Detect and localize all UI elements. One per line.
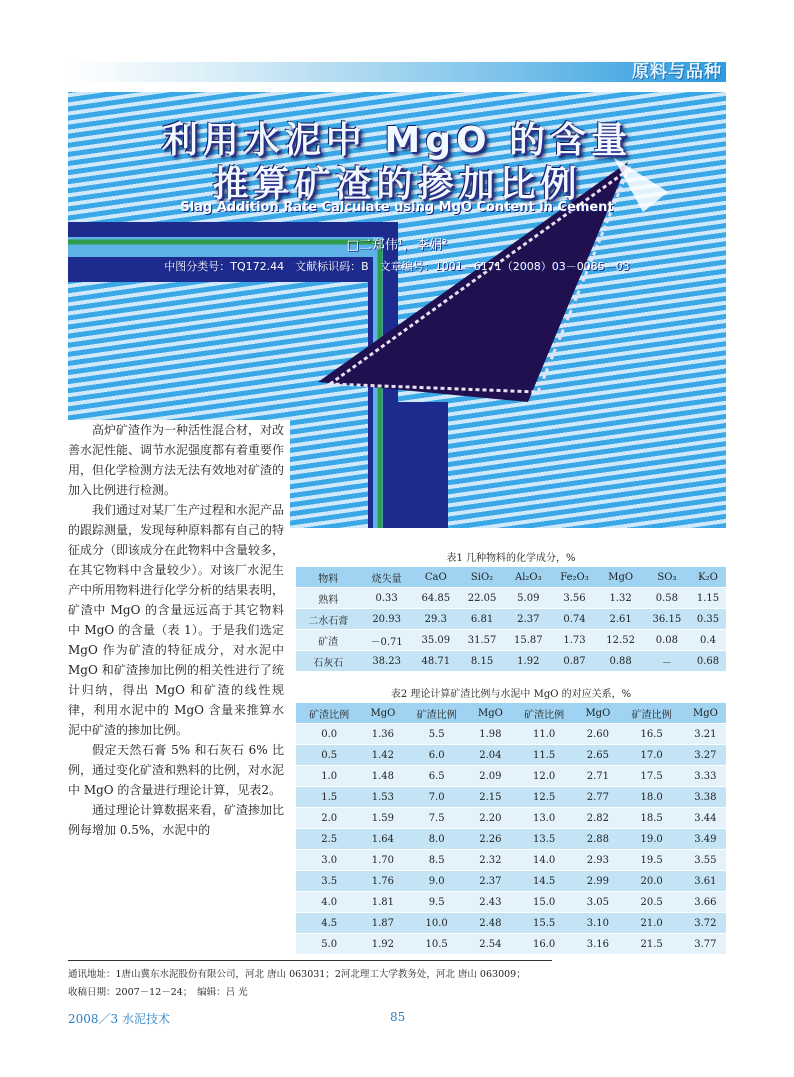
header-cell: K₂O [690,567,726,588]
header-cell: MgO [598,567,644,588]
body-text-column [68,420,290,840]
table-cell: 2.43 [470,892,511,913]
page-number: 85 [390,1010,406,1024]
table-cell: 0.5 [296,745,362,766]
table-cell: 0.4 [690,630,726,651]
table-cell: 8.5 [403,850,469,871]
table-row [296,609,726,630]
table-cell: 16.5 [618,724,684,745]
table-cell: 7.0 [403,787,469,808]
header-cell: 烧失量 [361,567,413,588]
header-cell: 物料 [296,567,361,588]
table-cell: 3.05 [577,892,618,913]
table-cell: 3.10 [577,913,618,934]
table-cell: 4.5 [296,913,362,934]
header-cell: MgO [470,703,511,724]
table-cell: 5.5 [403,724,469,745]
table-row [296,808,726,829]
table-cell: 3.55 [685,850,726,871]
table-cell: 1.87 [362,913,403,934]
table-cell: 15.5 [511,913,577,934]
table-cell: 12.52 [598,630,644,651]
paragraph: 我们通过对某厂生产过程和水泥产品的跟踪测量，发现每种原料都有自己的特征成分（即该成分在此物料中含量较多，在其它物料中含量较少）。对该厂水泥生产中所用物料进行化学分析的结果表明，矿渣中 MgO 的含量远远高于其它物料中 MgO 的含量（表 1）。于是我们选定 MgO 作为矿渣的特征成分，对水泥中 MgO 和矿渣掺加比例的相关性进行了统计归纳，得出 MgO 和矿渣的线性规律，利用水泥中的 MgO 含量来推算水泥中矿渣的掺加比例。 [68,503,285,737]
table-cell: 6.5 [403,766,469,787]
table-cell: 1.73 [551,630,597,651]
table-row [296,892,726,913]
table-cell: 21.5 [618,934,684,955]
table-cell: 2.5 [296,829,362,850]
table-cell: 3.66 [685,892,726,913]
table-cell: 18.5 [618,808,684,829]
table-cell: 2.88 [577,829,618,850]
header-cell: CaO [413,567,459,588]
table-cell: 3.16 [577,934,618,955]
table-cell: － [644,651,690,672]
table-cell: 2.71 [577,766,618,787]
header-cell: Fe₂O₃ [551,567,597,588]
table-cell: 31.57 [459,630,505,651]
table-cell: 48.71 [413,651,459,672]
table-cell: 0.33 [361,588,413,609]
table-cell: 0.74 [551,609,597,630]
table-cell: 20.5 [618,892,684,913]
table-cell: 10.5 [403,934,469,955]
table-cell: 35.09 [413,630,459,651]
table-cell: 3.5 [296,871,362,892]
header-cell: MgO [577,703,618,724]
table-cell: 1.0 [296,766,362,787]
table-row [296,724,726,745]
title-line-1: 利用水泥中 MgO 的含量 [161,120,633,161]
table-cell: 2.37 [505,609,551,630]
table-row [296,745,726,766]
table-row [296,934,726,955]
table-cell: 21.0 [618,913,684,934]
table-cell: －0.71 [361,630,413,651]
table-cell: 1.64 [362,829,403,850]
table-cell: 9.0 [403,871,469,892]
header-cell: MgO [685,703,726,724]
footnote-address: 通讯地址：1唐山冀东水泥股份有限公司，河北 唐山 063031；2河北理工大学教务处，河北 唐山 063009； [68,969,526,980]
table-row [296,850,726,871]
table-cell: 1.76 [362,871,403,892]
title-line-2: 推算矿渣的掺加比例 [212,164,582,205]
table-cell: 12.5 [511,787,577,808]
table-cell: 1.92 [505,651,551,672]
table-cell: 2.32 [470,850,511,871]
table-row [296,871,726,892]
table-1 [296,551,726,672]
table-cell: 2.77 [577,787,618,808]
table-header-row [296,567,726,588]
table-cell: 3.77 [685,934,726,955]
table-cell: 矿渣 [296,630,361,651]
header-cell: 矿渣比例 [403,703,469,724]
table-cell: 3.38 [685,787,726,808]
table-cell: 3.44 [685,808,726,829]
table-cell: 1.53 [362,787,403,808]
table-cell: 3.0 [296,850,362,871]
table-cell: 9.5 [403,892,469,913]
table-cell: 6.0 [403,745,469,766]
table-cell: 13.5 [511,829,577,850]
classification-line: 中图分类号：TQ172.44 文献标识码：B 文章编号：1001－6171（2008）03－0085－03 [164,260,630,273]
table-cell: 20.93 [361,609,413,630]
table-cell: 5.0 [296,934,362,955]
table-cell: 2.0 [296,808,362,829]
table-cell: 1.98 [470,724,511,745]
table-row [296,787,726,808]
table-2-grid [296,703,726,955]
table-cell: 18.0 [618,787,684,808]
table-row [296,829,726,850]
table-cell: 2.37 [470,871,511,892]
table-cell: 3.21 [685,724,726,745]
table-cell: 11.0 [511,724,577,745]
table-cell: 0.0 [296,724,362,745]
table-cell: 5.09 [505,588,551,609]
table-cell: 64.85 [413,588,459,609]
table-cell: 0.88 [598,651,644,672]
table-cell: 17.5 [618,766,684,787]
table-row [296,588,726,609]
table-cell: 15.0 [511,892,577,913]
table-cell: 2.20 [470,808,511,829]
table-row [296,651,726,672]
table-cell: 20.0 [618,871,684,892]
table-header-row [296,703,726,724]
table-row [296,913,726,934]
table-1-caption: 表1 几种物料的化学成分，% [446,553,576,564]
table-cell: 3.56 [551,588,597,609]
table-cell: 29.3 [413,609,459,630]
journal-issue: 2008／3 水泥技术 [68,1012,170,1026]
table-cell: 10.0 [403,913,469,934]
table-cell: 二水石膏 [296,609,361,630]
table-cell: 0.58 [644,588,690,609]
table-cell: 3.61 [685,871,726,892]
table-cell: 1.36 [362,724,403,745]
footnote-received: 收稿日期：2007－12－24； 编辑：吕 光 [68,987,248,998]
paragraph: 假定天然石膏 5% 和石灰石 6% 比例，通过变化矿渣和熟料的比例，对水泥中 MgO 的含量进行理论计算，见表2。 [68,743,285,797]
header-cell: SO₃ [644,567,690,588]
table-cell: 7.5 [403,808,469,829]
paragraph: 通过理论计算数据来看，矿渣掺加比例每增加 0.5%，水泥中的 [68,803,285,837]
table-cell: 2.15 [470,787,511,808]
table-cell: 熟料 [296,588,361,609]
table-cell: 13.0 [511,808,577,829]
header-cell: Al₂O₃ [505,567,551,588]
table-2-caption: 表2 理论计算矿渣比例与水泥中 MgO 的对应关系，% [390,689,632,700]
table-cell: 19.0 [618,829,684,850]
footnote-divider [68,960,552,961]
table-cell: 3.72 [685,913,726,934]
table-row [296,630,726,651]
table-cell: 3.49 [685,829,726,850]
table-cell: 2.99 [577,871,618,892]
table-cell: 2.48 [470,913,511,934]
table-cell: 1.70 [362,850,403,871]
table-cell: 2.26 [470,829,511,850]
table-cell: 2.65 [577,745,618,766]
table-cell: 36.15 [644,609,690,630]
table-cell: 2.60 [577,724,618,745]
table-cell: 1.48 [362,766,403,787]
table-cell: 2.04 [470,745,511,766]
table-cell: 2.93 [577,850,618,871]
table-1-grid [296,567,726,672]
table-cell: 2.54 [470,934,511,955]
paragraph: 高炉矿渣作为一种活性混合材，对改善水泥性能、调节水泥强度都有着重要作用，但化学检测方法无法有效地对矿渣的加入比例进行检测。 [68,423,285,497]
table-cell: 1.92 [362,934,403,955]
table-cell: 石灰石 [296,651,361,672]
table-cell: 0.68 [690,651,726,672]
table-cell: 1.59 [362,808,403,829]
table-cell: 17.0 [618,745,684,766]
table-cell: 8.0 [403,829,469,850]
header-cell: 矿渣比例 [618,703,684,724]
table-cell: 0.08 [644,630,690,651]
table-cell: 38.23 [361,651,413,672]
table-cell: 15.87 [505,630,551,651]
table-cell: 1.81 [362,892,403,913]
table-cell: 22.05 [459,588,505,609]
table-cell: 1.15 [690,588,726,609]
table-cell: 14.5 [511,871,577,892]
table-cell: 1.42 [362,745,403,766]
table-cell: 16.0 [511,934,577,955]
table-cell: 2.61 [598,609,644,630]
table-cell: 6.81 [459,609,505,630]
table-cell: 19.5 [618,850,684,871]
header-cell: SiO₂ [459,567,505,588]
table-cell: 8.15 [459,651,505,672]
table-cell: 2.82 [577,808,618,829]
table-cell: 12.0 [511,766,577,787]
table-row [296,766,726,787]
table-cell: 3.33 [685,766,726,787]
table-cell: 11.5 [511,745,577,766]
header-cell: 矿渣比例 [511,703,577,724]
section-label: 原料与品种 [632,62,722,82]
english-title: Slag Addition Rate Calculate using MgO Content in Cement [180,200,614,215]
header-bar [68,62,726,82]
table-cell: 2.09 [470,766,511,787]
table-cell: 4.0 [296,892,362,913]
table-cell: 1.32 [598,588,644,609]
table-cell: 0.35 [690,609,726,630]
table-cell: 14.0 [511,850,577,871]
table-cell: 1.5 [296,787,362,808]
header-cell: MgO [362,703,403,724]
header-cell: 矿渣比例 [296,703,362,724]
table-cell: 3.27 [685,745,726,766]
authors: □二郑伟¹，李娟² [346,238,448,253]
table-cell: 0.87 [551,651,597,672]
table-2 [296,687,726,955]
